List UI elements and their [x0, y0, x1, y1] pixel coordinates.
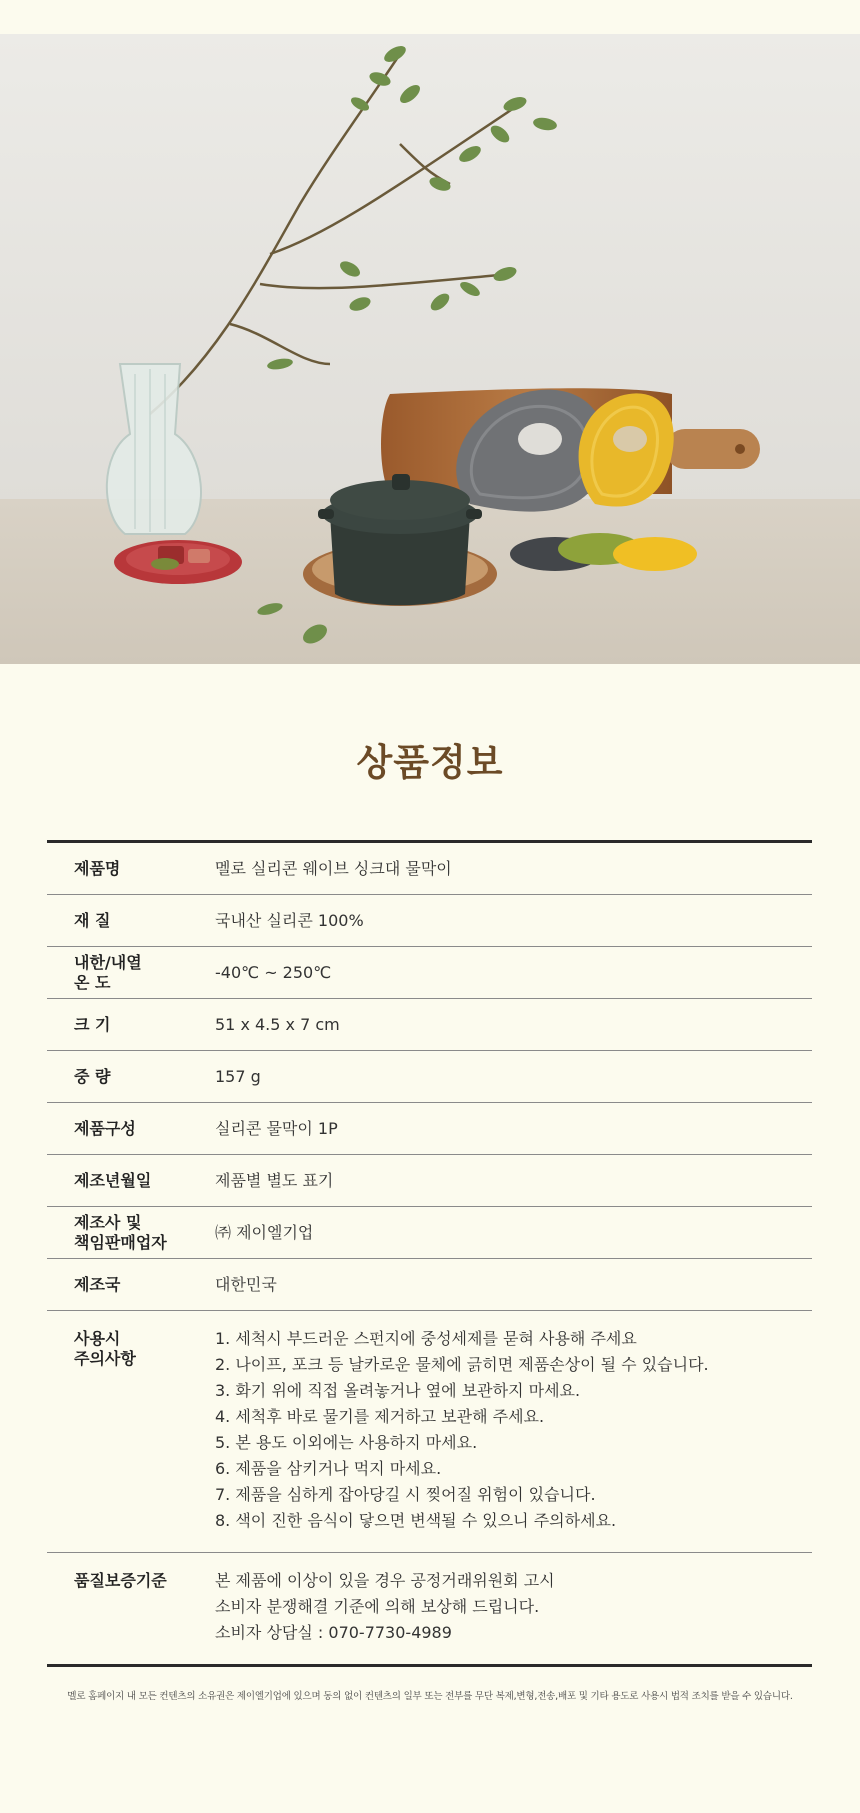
spec-row-weight — [47, 1051, 812, 1103]
spec-value: 멜로 실리콘 웨이브 싱크대 물막이 — [215, 858, 452, 878]
spec-row-manufacture-date — [47, 1155, 812, 1207]
caution-item: 2. 나이프, 포크 등 날카로운 물체에 긁히면 제품손상이 될 수 있습니다. — [215, 1355, 709, 1374]
section-title: 상품정보 — [356, 741, 504, 784]
caution-list — [215, 1326, 812, 1534]
spec-label: 제조국 — [74, 1274, 121, 1294]
spec-label: 제조년월일 — [74, 1170, 152, 1190]
pot — [318, 474, 482, 605]
spec-row-composition — [47, 1103, 812, 1155]
spec-row-cautions — [47, 1311, 812, 1553]
spec-value: 대한민국 — [215, 1274, 277, 1294]
spec-row-manufacturer — [47, 1207, 812, 1259]
spec-row-material — [47, 895, 812, 947]
plate — [114, 540, 242, 584]
caution-item: 8. 색이 진한 음식이 닿으면 변색될 수 있으니 주의하세요. — [215, 1511, 617, 1530]
spec-value: 157 g — [215, 1066, 261, 1086]
product-info-table — [47, 840, 812, 1667]
warranty-line: 소비자 분쟁해결 기준에 의해 보상해 드립니다. — [215, 1597, 540, 1616]
spec-value: -40℃ ~ 250℃ — [215, 962, 332, 982]
spec-value: 실리콘 물막이 1P — [215, 1118, 338, 1138]
warranty-text — [215, 1568, 812, 1646]
spec-row-warranty — [47, 1553, 812, 1664]
caution-item: 3. 화기 위에 직접 올려놓거나 옆에 보관하지 마세요. — [215, 1381, 581, 1400]
spec-value: 국내산 실리콘 100% — [215, 910, 364, 930]
caution-item: 6. 제품을 삼키거나 먹지 마세요. — [215, 1459, 442, 1478]
spec-row-temperature — [47, 947, 812, 999]
spec-row-size — [47, 999, 812, 1051]
spec-label: 제품구성 — [74, 1118, 136, 1138]
spec-value: 제품별 별도 표기 — [215, 1170, 334, 1190]
spec-label: 내한/내열 온 도 — [74, 952, 142, 992]
spec-label: 중 량 — [74, 1066, 111, 1086]
spec-label: 크 기 — [74, 1014, 111, 1034]
caution-item: 4. 세척후 바로 물기를 제거하고 보관해 주세요. — [215, 1407, 545, 1426]
spec-row-country — [47, 1259, 812, 1311]
warranty-line: 본 제품에 이상이 있을 경우 공정거래위원회 고시 — [215, 1571, 555, 1590]
caution-item: 5. 본 용도 이외에는 사용하지 마세요. — [215, 1433, 478, 1452]
spec-label: 사용시 주의사항 — [74, 1329, 136, 1368]
spec-label: 재 질 — [74, 910, 111, 930]
caution-item: 1. 세척시 부드러운 스펀지에 중성세제를 묻혀 사용해 주세요 — [215, 1329, 637, 1348]
spec-label: 제품명 — [74, 858, 121, 878]
spec-row-product-name — [47, 843, 812, 895]
caution-item: 7. 제품을 심하게 잡아당길 시 찢어질 위험이 있습니다. — [215, 1485, 596, 1504]
spec-label: 품질보증기준 — [74, 1571, 167, 1590]
product-photo — [0, 34, 860, 664]
warranty-line: 소비자 상담실 : 070-7730-4989 — [215, 1623, 452, 1642]
spec-value: 51 x 4.5 x 7 cm — [215, 1014, 340, 1034]
spec-value: ㈜ 제이엘기업 — [215, 1222, 314, 1242]
spec-label: 제조사 및 책임판매업자 — [74, 1212, 167, 1252]
copyright-notice: 멜로 홈페이지 내 모든 컨텐츠의 소유권은 제이엘기업에 있으며 동의 없이 컨텐츠의 일부 또는 전부를 무단 복제,변형,전송,배포 및 기타 용도로 사용시 법적 조치를 받을 수 있습니다. — [67, 1691, 793, 1702]
